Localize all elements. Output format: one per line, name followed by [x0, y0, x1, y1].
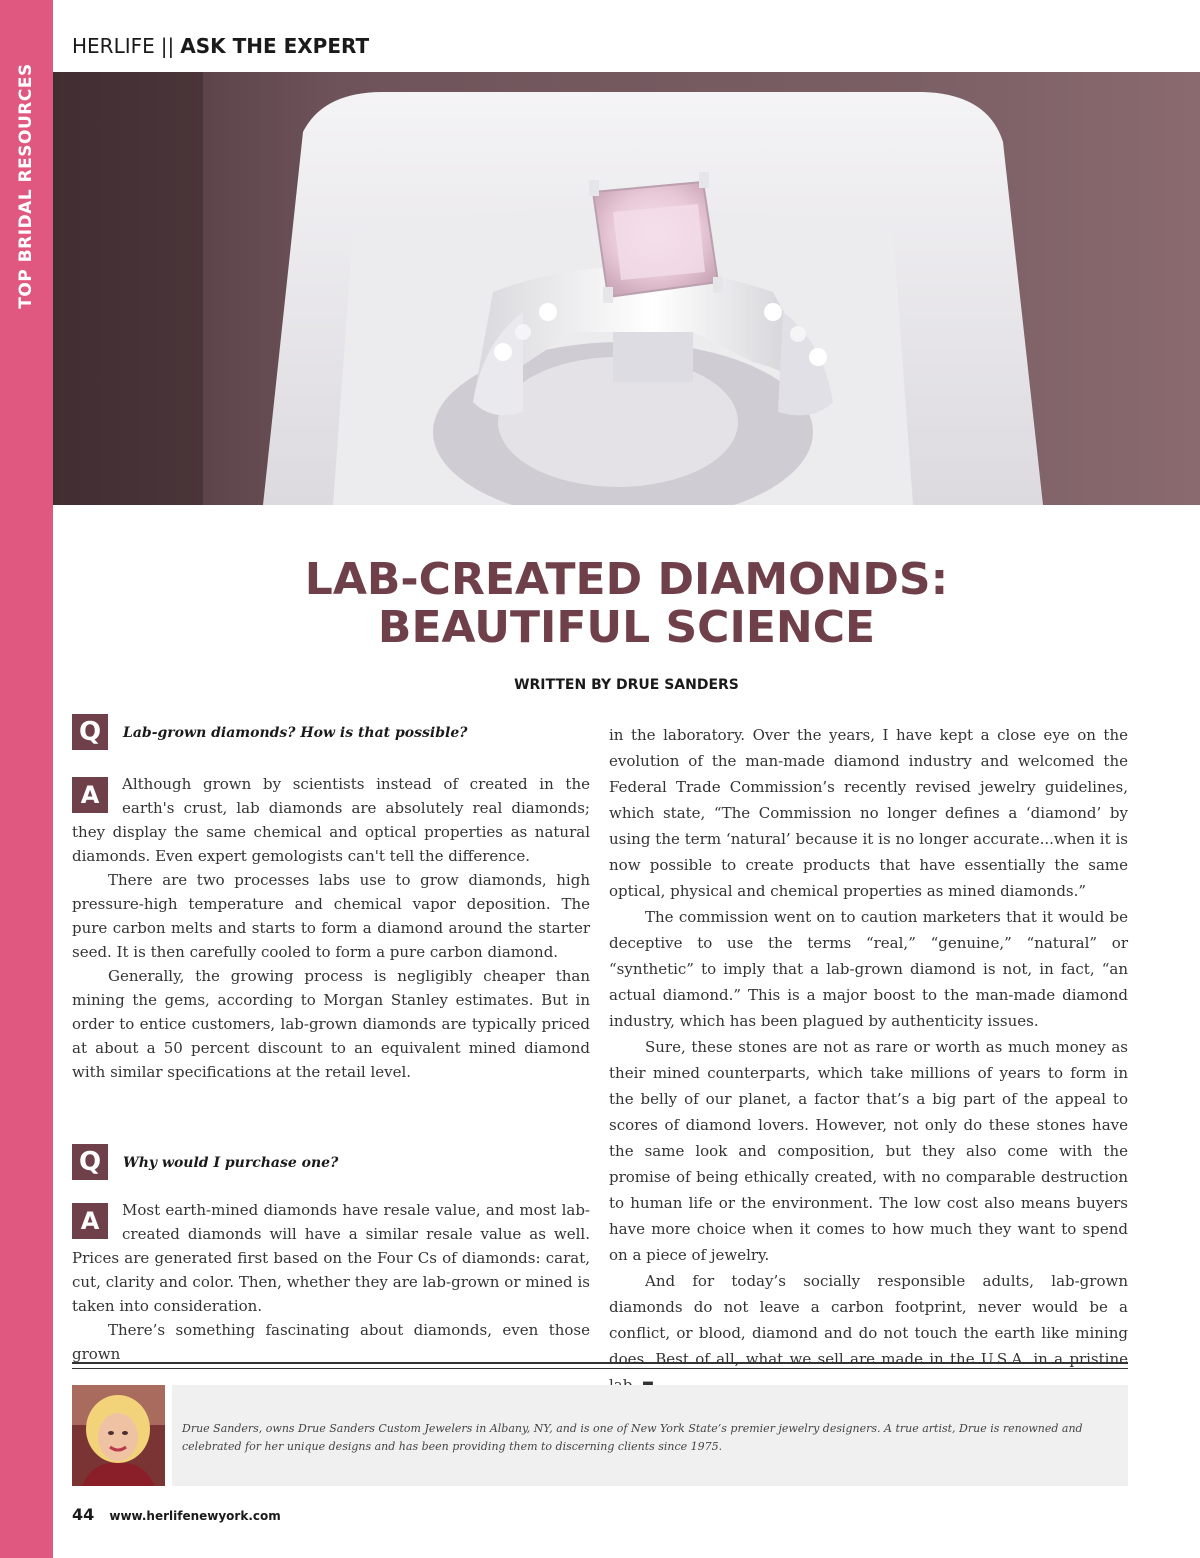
right-paragraph-3: Sure, these stones are not as rare or worth as much money as their mined counterparts, which take millions of years to form in the belly of our planet, a factor that’s a big part of the appeal to scores of diamond lovers. However, not only do these stones have the same look and composition, but they also come with the promise of being ethically created, with no comparable destruction to human life or the environment. The low cost also means buyers have more choice when it comes to how much they want to spend on a piece of jewelry. — [609, 1038, 1128, 1264]
article-title — [53, 556, 1200, 652]
title-line-2: BEAUTIFUL SCIENCE — [377, 602, 876, 653]
header-separator: || — [160, 34, 175, 58]
q-badge: Q — [72, 1144, 108, 1180]
question-1-text: Lab-grown diamonds? How is that possible? — [123, 725, 468, 741]
a-badge: A — [72, 1203, 108, 1239]
right-column — [609, 722, 1128, 1400]
brand-label: HERLIFE — [72, 34, 155, 58]
right-paragraph-2: The commission went on to caution marketers that it would be deceptive to use the terms “real,” “genuine,” “natural” or “synthetic” to imply that a lab-grown diamond is not, in fact, “an actual diamond.” This is a major boost to the man-made diamond industry, which has been plagued by authenticity issues. — [609, 908, 1128, 1030]
website-link[interactable]: www.herlifenewyork.com — [109, 1509, 281, 1523]
author-bio-text: Drue Sanders, owns Drue Sanders Custom Jewelers in Albany, NY, and is one of New York State’s premier jewelry designers. A true artist, Drue is renowned and celebrated for her unique designs and has been providing them to discerning clients since 1975. — [182, 1422, 1083, 1453]
right-paragraph-4 — [609, 1268, 1128, 1400]
answer-1-paragraph-2: There are two processes labs use to grow diamonds, high pressure-high temperature and chemical vapor deposition. The pure carbon melts and starts to form a diamond around the starter seed. It is then carefully cooled to form a pure carbon diamond. — [72, 871, 590, 961]
answer-2-paragraph-1 — [72, 1198, 590, 1318]
answer-1-paragraph-1 — [72, 772, 590, 868]
answer-1-text: Although grown by scientists instead of created in the earth's crust, lab diamonds are absolutely real diamonds; they display the same chemical and optical properties as natural diamonds. Even expert gemologists can't tell the difference. — [72, 775, 590, 865]
a-badge: A — [72, 777, 108, 813]
author-portrait-icon — [72, 1385, 165, 1486]
ring-photo-icon — [53, 72, 1200, 505]
sidebar-label: TOP BRIDAL RESOURCES — [16, 63, 36, 309]
page-number: 44 — [72, 1505, 95, 1524]
left-column — [72, 714, 590, 1084]
section-label: ASK THE EXPERT — [180, 34, 370, 58]
section-header — [72, 34, 369, 58]
page-footer — [72, 1505, 281, 1524]
right-paragraph-1: in the laboratory. Over the years, I have kept a close eye on the evolution of the man-made diamond industry and welcomed the Federal Trade Commission’s recently revised jewelry guidelines, which state, “The Commission no longer defines a ‘diamond’ by using the term ‘natural’ because it is no longer accurate...when it is now possible to create products that have essentially the same optical, physical and chemical properties as mined diamonds.” — [609, 726, 1128, 900]
q-badge: Q — [72, 714, 108, 750]
left-column-lower — [72, 1144, 590, 1366]
right-paragraph-4-text: And for today’s socially responsible adults, lab-grown diamonds do not leave a carbon footprint, never would be a conflict, or blood, diamond and do not touch the earth like mining does. Best of all, what we sell are made in the U.S.A. in a pristine — [609, 1272, 1128, 1368]
author-photo — [72, 1385, 165, 1486]
answer-2-paragraph-2: There’s something fascinating about diamonds, even those grown — [72, 1321, 590, 1363]
divider-thin — [72, 1368, 1128, 1369]
question-2 — [72, 1144, 590, 1184]
hero-ring-photo — [53, 72, 1200, 505]
answer-1-paragraph-3: Generally, the growing process is negligibly cheaper than mining the gems, according to Morgan Stanley estimates. But in order to entice customers, lab-grown diamonds are typically priced at about a 50 percent discount to an equivalent mined diamond with similar specifications at the retail level. — [72, 967, 590, 1081]
sidebar-stripe — [0, 0, 53, 1558]
answer-2-text: Most earth-mined diamonds have resale value, and most lab-created diamonds will have a similar resale value as well. Prices are generated first based on the Four Cs of diamonds: carat, cut, clarity and color. Then, whether they are lab-grown or mined is taken into consideration. — [72, 1201, 590, 1315]
title-line-1: LAB-CREATED DIAMONDS: — [304, 554, 949, 605]
question-1 — [72, 714, 590, 754]
byline: WRITTEN BY DRUE SANDERS — [514, 677, 739, 693]
divider-thick — [72, 1362, 1128, 1364]
author-bio-box — [172, 1385, 1128, 1486]
question-2-text: Why would I purchase one? — [123, 1155, 339, 1171]
